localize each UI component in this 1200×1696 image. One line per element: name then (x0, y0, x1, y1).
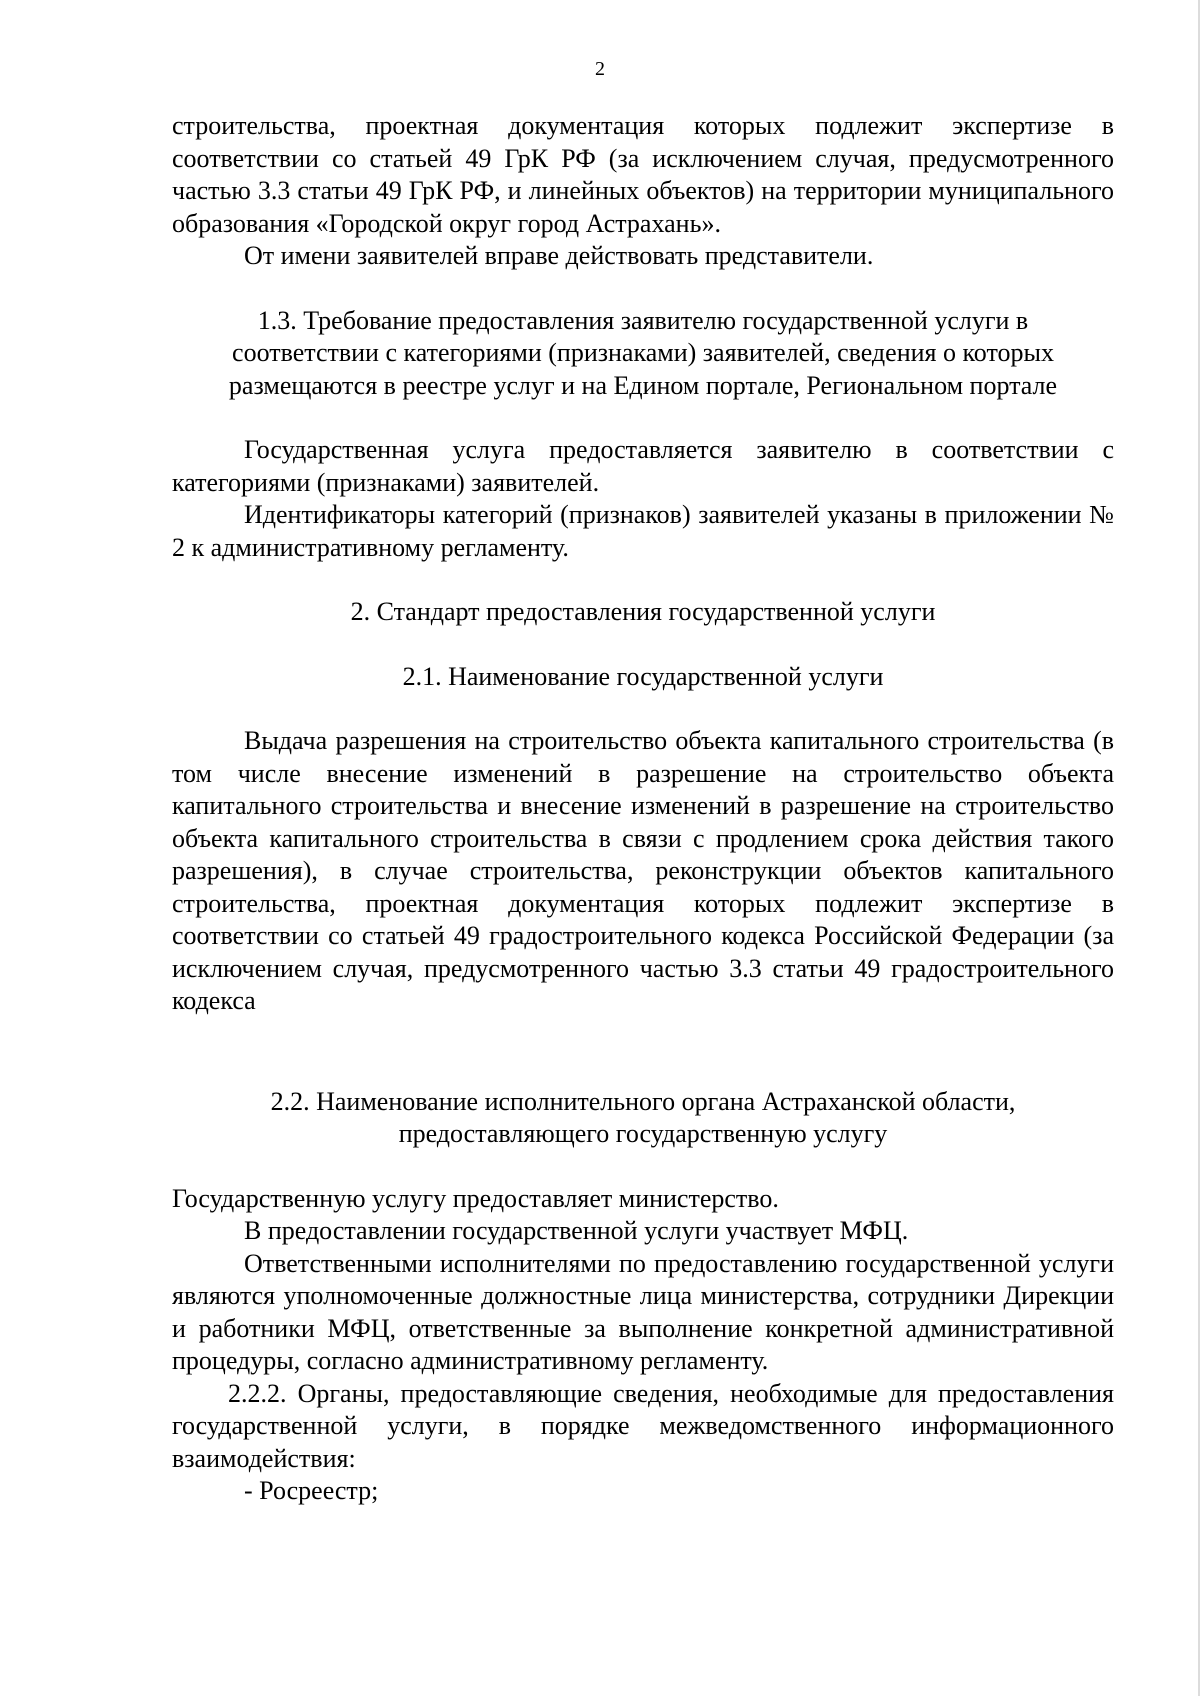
spacer (172, 1018, 1114, 1086)
paragraph-identifiers: Идентификаторы категорий (признаков) заявителей указаны в приложении № 2 к административному регламенту. (172, 500, 1114, 562)
paragraph-responsible: Ответственными исполнителями по предоставлению государственной услуги являются уполномоченные должностные лица министерства, сотрудники Дирекции и работники МФЦ, ответственные за выполнение конкретной административной процедуры, согласно административному регламенту. (172, 1248, 1114, 1375)
document-body (172, 110, 1114, 1508)
paragraph-continuation: строительства, проектная документация которых подлежит экспертизе в соответствии со статьей 49 ГрК РФ (за исключением случая, предусмотренного частью 3.3 статьи 49 ГрК РФ, и линейных объектов) на территории муниципального образования «Городской округ город Астрахань». (172, 111, 1114, 238)
section-heading-2-2-line2: предоставляющего государственную услугу (398, 1119, 888, 1148)
spacer (172, 564, 1114, 596)
paragraph-mfc: В предоставлении государственной услуги участвует МФЦ. (244, 1216, 909, 1245)
paragraph-service-categories: Государственная услуга предоставляется заявителю в соответствии с категориями (признаками) заявителей. (172, 435, 1114, 497)
spacer (172, 1151, 1114, 1183)
paragraph-2-2-2: 2.2.2. Органы, предоставляющие сведения, необходимые для предоставления государственной услуги, в порядке межведомственного информационного взаимодействия: (172, 1378, 1114, 1473)
spacer (172, 629, 1114, 661)
paragraph-representatives: От имени заявителей вправе действовать представители. (244, 241, 874, 270)
spacer (172, 693, 1114, 725)
spacer (172, 273, 1114, 305)
paragraph-service-name: Выдача разрешения на строительство объекта капитального строительства (в том числе внесение изменений в разрешение на строительство объекта капитального строительства и внесение изменений в разрешение на строительство объекта капитального строительства в связи с продлением срока действия такого разрешения), в случае строительства, реконструкции объектов капитального строительства, проектная документация которых подлежит экспертизе в соответствии со статьей 49 градостроительного кодекса Российской Федерации (за исключением случая, предусмотренного частью 3.3 статьи 49 градостроительного кодекса (172, 726, 1114, 1015)
spacer (172, 402, 1114, 434)
section-heading-2-1: 2.1. Наименование государственной услуги (402, 661, 884, 691)
paragraph-ministry: Государственную услугу предоставляет министерство. (172, 1183, 779, 1213)
page-number: 2 (595, 58, 605, 80)
section-heading-2: 2. Стандарт предоставления государственной услуги (350, 597, 936, 626)
section-heading-2-2-line1: 2.2. Наименование исполнительного органа Астраханской области, (270, 1086, 1016, 1116)
section-heading-1-3: 1.3. Требование предоставления заявителю государственной услуги в соответствии с категориями (признаками) заявителей, сведения о которых размещаются в реестре услуг и на Едином портале, Региональном портале (228, 305, 1058, 400)
list-item-rosreestr: - Росреестр; (244, 1476, 379, 1505)
